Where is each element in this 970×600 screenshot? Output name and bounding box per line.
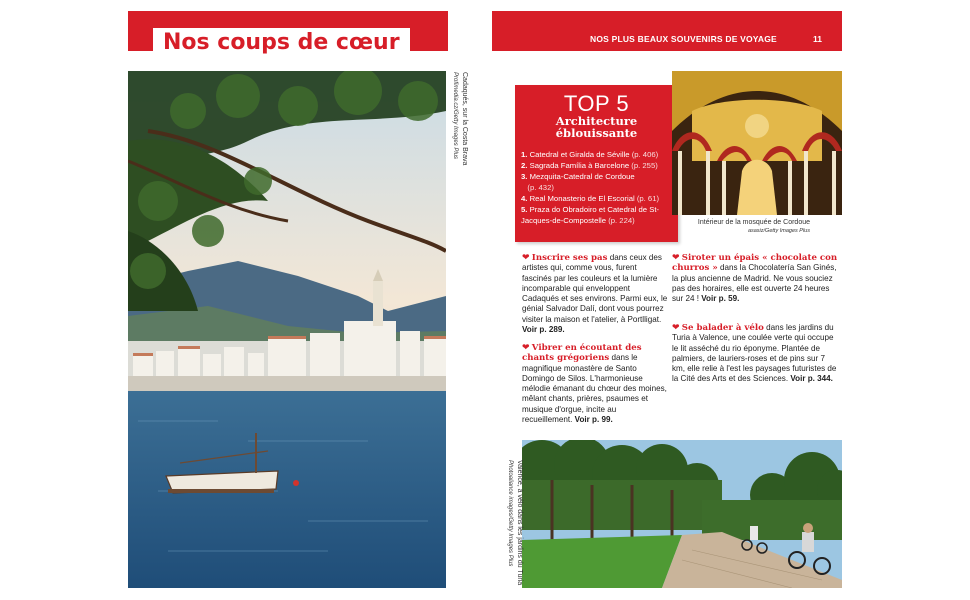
list-item [672,252,840,304]
list-item [522,252,668,335]
cadaques-caption: Cadaqués, sur la Costa Brava [461,72,468,166]
top5-heading-line2: éblouissante [555,126,638,140]
valence-photo [522,440,842,588]
cadaques-source: Profimedia.cz/Getty Images Plus [452,72,458,160]
top5-item-num: 3. [521,172,528,181]
top5-item-page: (p. 61) [636,194,660,203]
heart-icon: ❤ [522,252,530,262]
top5-item-page: (p. 432) [527,183,554,192]
top5-item [521,171,671,193]
valence-photo-credit [505,460,524,590]
list-item [522,342,668,425]
heart-icon: ❤ [672,252,680,262]
list-item [672,322,840,385]
top5-item [521,160,671,171]
top5-item-text: Praza do Obradoiro et Catedral de St-Jacques-de-Compostelle [521,205,660,225]
top5-item-page: (p. 406) [631,150,659,159]
mosque-caption-text: Intérieur de la mosquée de Cordoue [697,219,810,226]
item-ref: Voir p. 344. [790,374,833,384]
top5-list [521,149,671,226]
top5-item-num: 2. [521,161,528,170]
top5-label: TOP 5 [563,91,630,116]
top5-heading [515,115,678,139]
page-number: 11 [813,34,822,44]
top5-heading-line1: Architecture [555,114,638,128]
page-title: Nos coups de cœur [153,28,410,58]
top5-item-text: Sagrada Família à Barcelone [529,161,630,170]
cadaques-photo [128,71,446,588]
top5-item [521,204,671,226]
top5-item-num: 5. [521,205,528,214]
item-body: dans le magnifique monastère de Santo Domingo de Silos. L'harmonieuse mélodie émanant du chœur des moines, mêlant chants, prières, psaumes et musique d'orgue, incite au recueillement. [522,353,667,425]
top5-item-text: Real Monasterio de El Escorial [529,194,635,203]
mosque-caption-source: asasiz/Getty Images Plus [747,228,810,234]
item-body: dans la Chocolatería San Ginés, la plus ancienne de Madrid. Ne vous souciez pas des horaires, elle est ouverte 24 heures sur 24 ! [672,263,837,304]
top5-item [521,193,671,204]
top5-item-page: (p. 224) [608,216,635,225]
valence-source: Photoaliance images/Getty Images Plus [507,460,513,567]
top5-box [515,85,678,242]
item-heading: Inscrire ses pas [531,253,608,263]
valence-caption: Valence, à vélo dans les jardins du Turia [516,460,523,586]
top5-item-num: 4. [521,194,528,203]
item-ref: Voir p. 289. [522,325,565,335]
top5-item-num: 1. [521,150,528,159]
mosque-photo [672,71,842,215]
heart-icon: ❤ [672,322,680,332]
mosque-caption [680,219,810,235]
item-heading: Se balader à vélo [681,323,764,333]
top5-item [521,149,671,160]
right-header-banner [492,11,842,51]
running-head: NOS PLUS BEAUX SOUVENIRS DE VOYAGE [590,34,777,44]
top5-item-text: Mezquita-Catedral de Cordoue [529,172,635,181]
item-body: dans les jardins du Turia à Valence, une coulée verte qui occupe le lit asséché du rio éponyme. Plantée de palmiers, de lauriers-roses et de pins sur 7 km, elle relie à l'est les paysages futuristes de la Cité des Arts et des Sciences. [672,323,837,384]
item-ref: Voir p. 99. [574,415,613,425]
item-body: dans ceux des artistes qui, comme vous, furent fascinés par les couleurs et la lumière incomparable qui enveloppent Cadaqués et ses environs. Parmi eux, le génial Salvador Dalí, dont vous pourrez visiter la maison et l'atelier, à Portlligat. [522,253,668,324]
item-heading: Vibrer en écoutant des chants grégoriens [522,343,642,364]
item-ref: Voir p. 59. [701,294,740,304]
item-heading: Siroter un épais « chocolate con churros » [672,253,838,274]
cadaques-photo-credit [450,72,469,172]
top5-item-text: Catedral et Giralda de Séville [529,150,630,159]
top5-item-page: (p. 255) [631,161,658,170]
heart-icon: ❤ [522,342,530,352]
